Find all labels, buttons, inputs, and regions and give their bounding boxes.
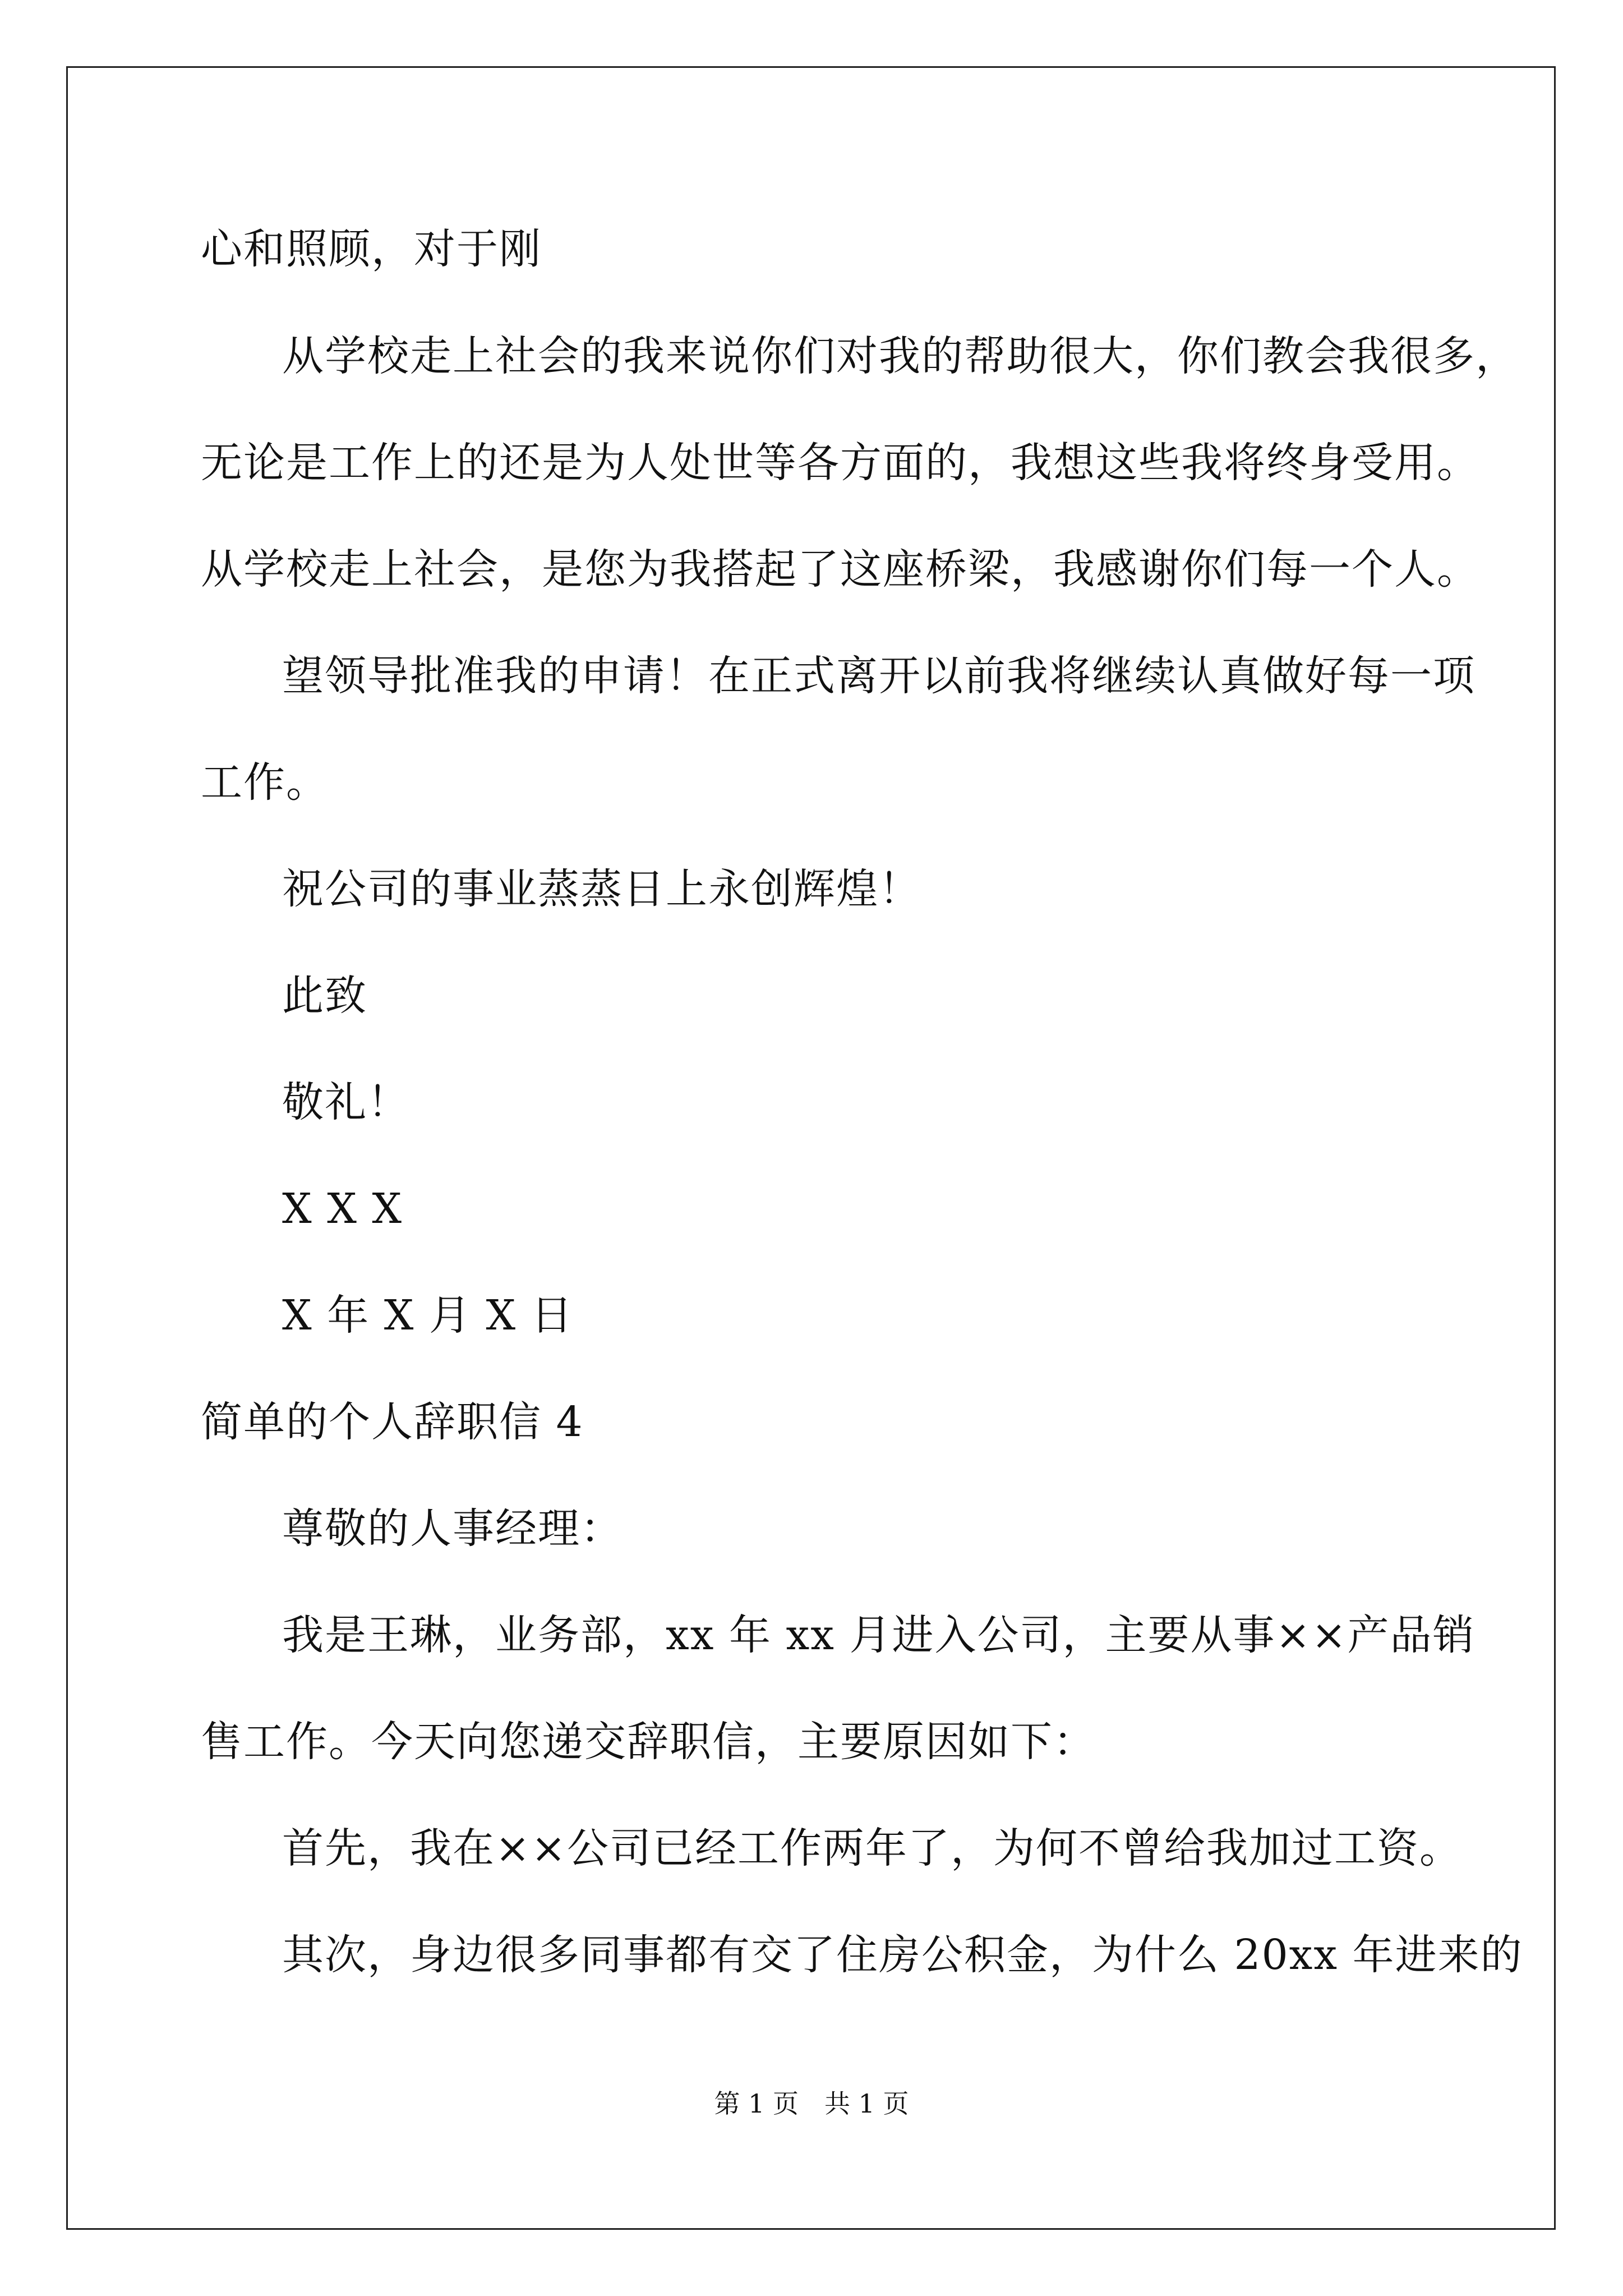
page-border bbox=[66, 66, 1556, 2230]
text-line-15: 售工作。今天向您递交辞职信，主要原因如下： bbox=[201, 1718, 1096, 1766]
text-line-1: 心和照顾，对于刚 bbox=[201, 225, 542, 273]
text-line-14: 我是王琳，业务部，xx 年 xx 月进入公司，主要从事××产品销 bbox=[282, 1611, 1476, 1659]
closing-respect: 敬礼！ bbox=[282, 1078, 410, 1126]
section-heading: 简单的个人辞职信 4 bbox=[201, 1398, 584, 1446]
text-line-4: 从学校走上社会，是您为我搭起了这座桥梁，我感谢你们每一个人。 bbox=[201, 545, 1479, 593]
page-number-footer: 第 1 页 共 1 页 bbox=[714, 2088, 909, 2119]
text-line-17: 其次，身边很多同事都有交了住房公积金，为什么 20xx 年进来的 bbox=[282, 1931, 1523, 1979]
signature-name: X X X bbox=[282, 1185, 403, 1233]
text-line-2: 从学校走上社会的我来说你们对我的帮助很大，你们教会我很多， bbox=[282, 332, 1518, 380]
text-line-3: 无论是工作上的还是为人处世等各方面的，我想这些我将终身受用。 bbox=[201, 439, 1479, 487]
text-line-6: 工作。 bbox=[201, 758, 329, 807]
closing-salutation: 此致 bbox=[282, 972, 367, 1020]
text-line-5: 望领导批准我的申请！在正式离开以前我将继续认真做好每一项 bbox=[282, 652, 1476, 700]
signature-date: X 年 X 月 X 日 bbox=[282, 1291, 574, 1340]
text-line-16: 首先，我在××公司已经工作两年了，为何不曾给我加过工资。 bbox=[282, 1824, 1463, 1872]
letter-greeting: 尊敬的人事经理： bbox=[282, 1504, 623, 1553]
text-line-7: 祝公司的事业蒸蒸日上永创辉煌！ bbox=[282, 865, 921, 913]
